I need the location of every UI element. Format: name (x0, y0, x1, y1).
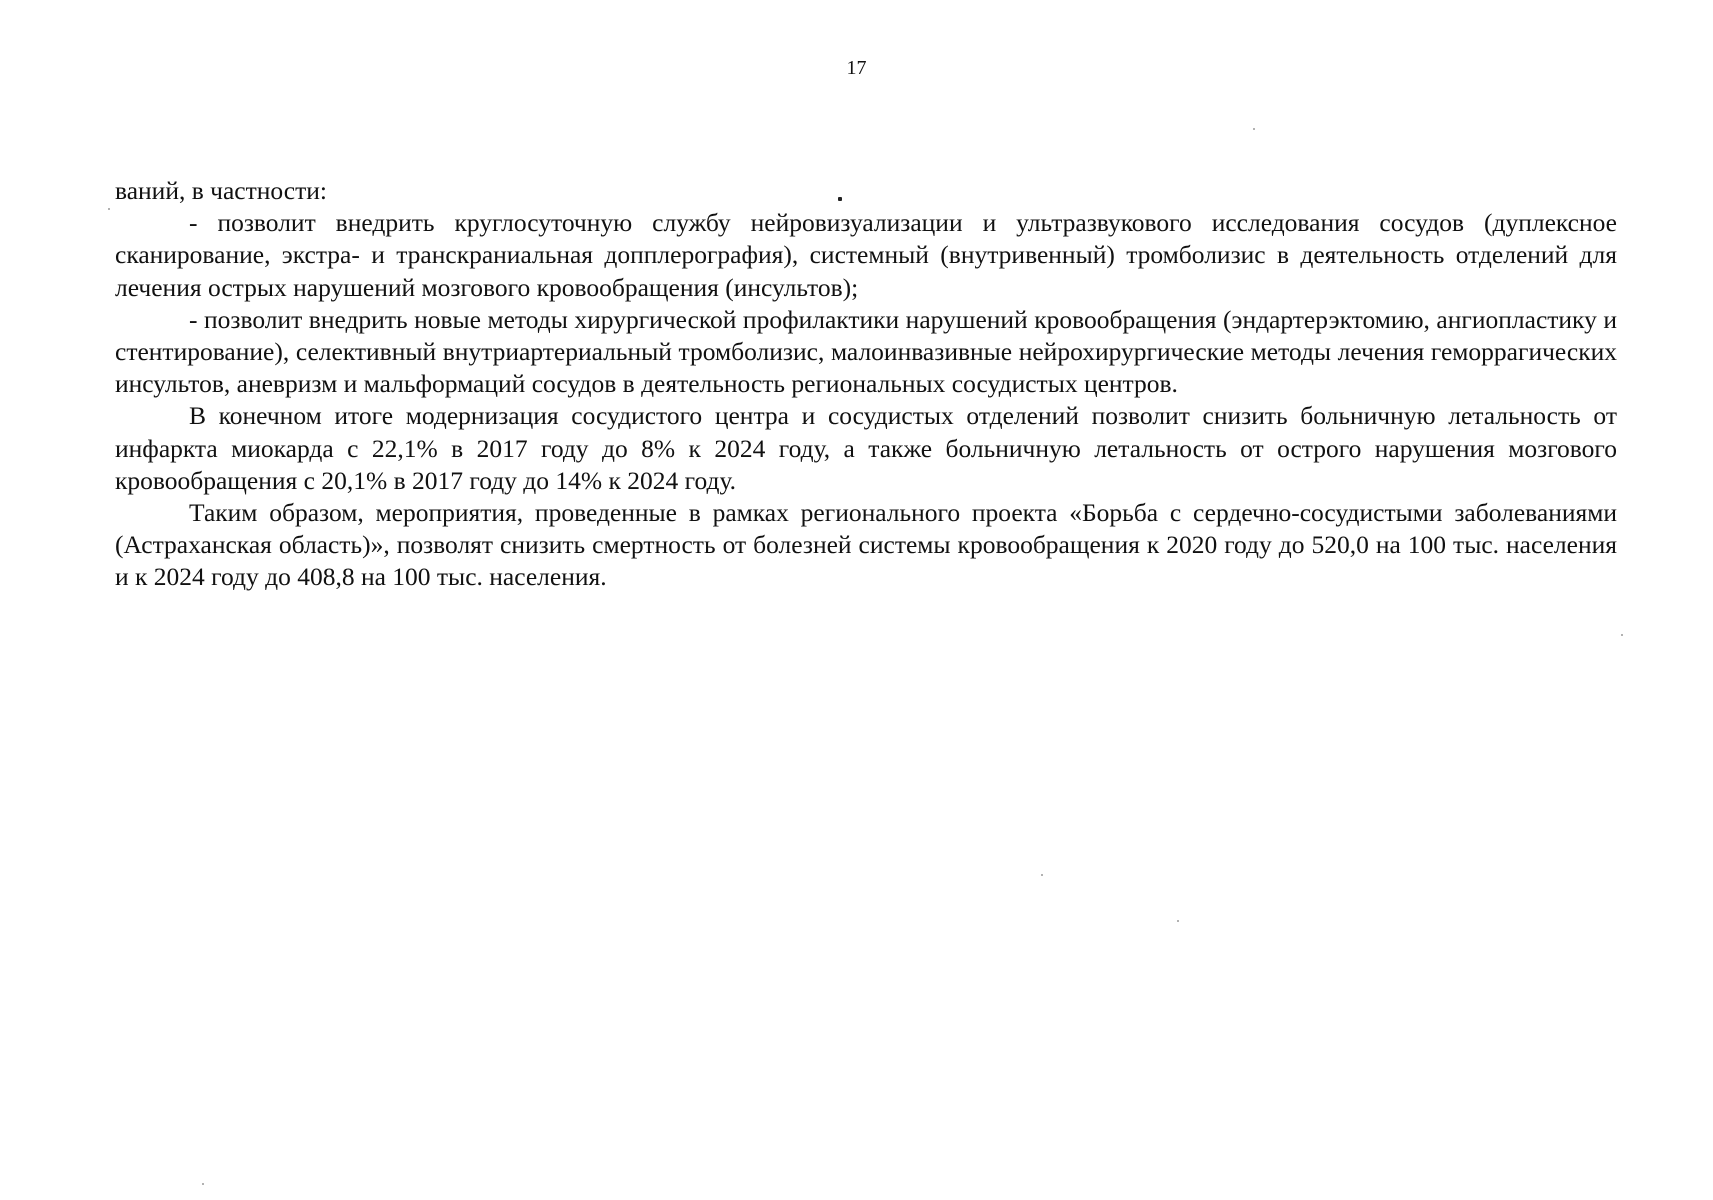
scan-speck (1621, 634, 1623, 636)
scan-speck (838, 197, 842, 201)
paragraph-mortality-reduction: В конечном итоге модернизация сосудистого центра и сосудистых отделений позволит снизить больничную летальность от инфаркта миокарда с 22,1% в 2017 году до 8% к 2024 году, а также больничную летальность от острого нарушения мозгового кровообращения с 20,1% в 2017 году до 14% к 2024 году. (115, 401, 1617, 495)
body-text (115, 175, 1617, 594)
paragraph-conclusion: Таким образом, мероприятия, проведенные в рамках регионального проекта «Борьба с сердечно-сосудистыми заболеваниями (Астраханская область)», позволят снизить смертность от болезней системы кровообращения к 2020 году до 520,0 на 100 тыс. населения и к 2024 году до 408,8 на 100 тыс. населения. (115, 498, 1617, 592)
scan-speck (202, 1183, 204, 1185)
paragraph-continuation: ваний, в частности: (115, 176, 327, 205)
scan-speck (1253, 128, 1255, 130)
scan-speck (1177, 920, 1179, 922)
paragraph-surgical-methods: - позволит внедрить новые методы хирургической профилактики нарушений кровообращения (эндартерэктомию, ангиопластику и стентирование), селективный внутриартериальный тромболизис, малоинвазивные нейрохирургические методы лечения геморрагических инсультов, аневризм и мальформаций сосудов в деятельность региональных сосудистых центров. (115, 304, 1617, 399)
page-number: 17 (846, 57, 867, 79)
scan-speck (108, 208, 110, 210)
paragraph-neurovisualization: - позволит внедрить круглосуточную службу нейровизуализации и ультразвукового исследования сосудов (дуплексное сканирование, экстра- и транскраниальная допплерография), системный (внутривенный) тромболизис в деятельность отделений для лечения острых нарушений мозгового кровообращения (инсультов); (115, 208, 1617, 302)
scan-speck (1041, 874, 1043, 876)
